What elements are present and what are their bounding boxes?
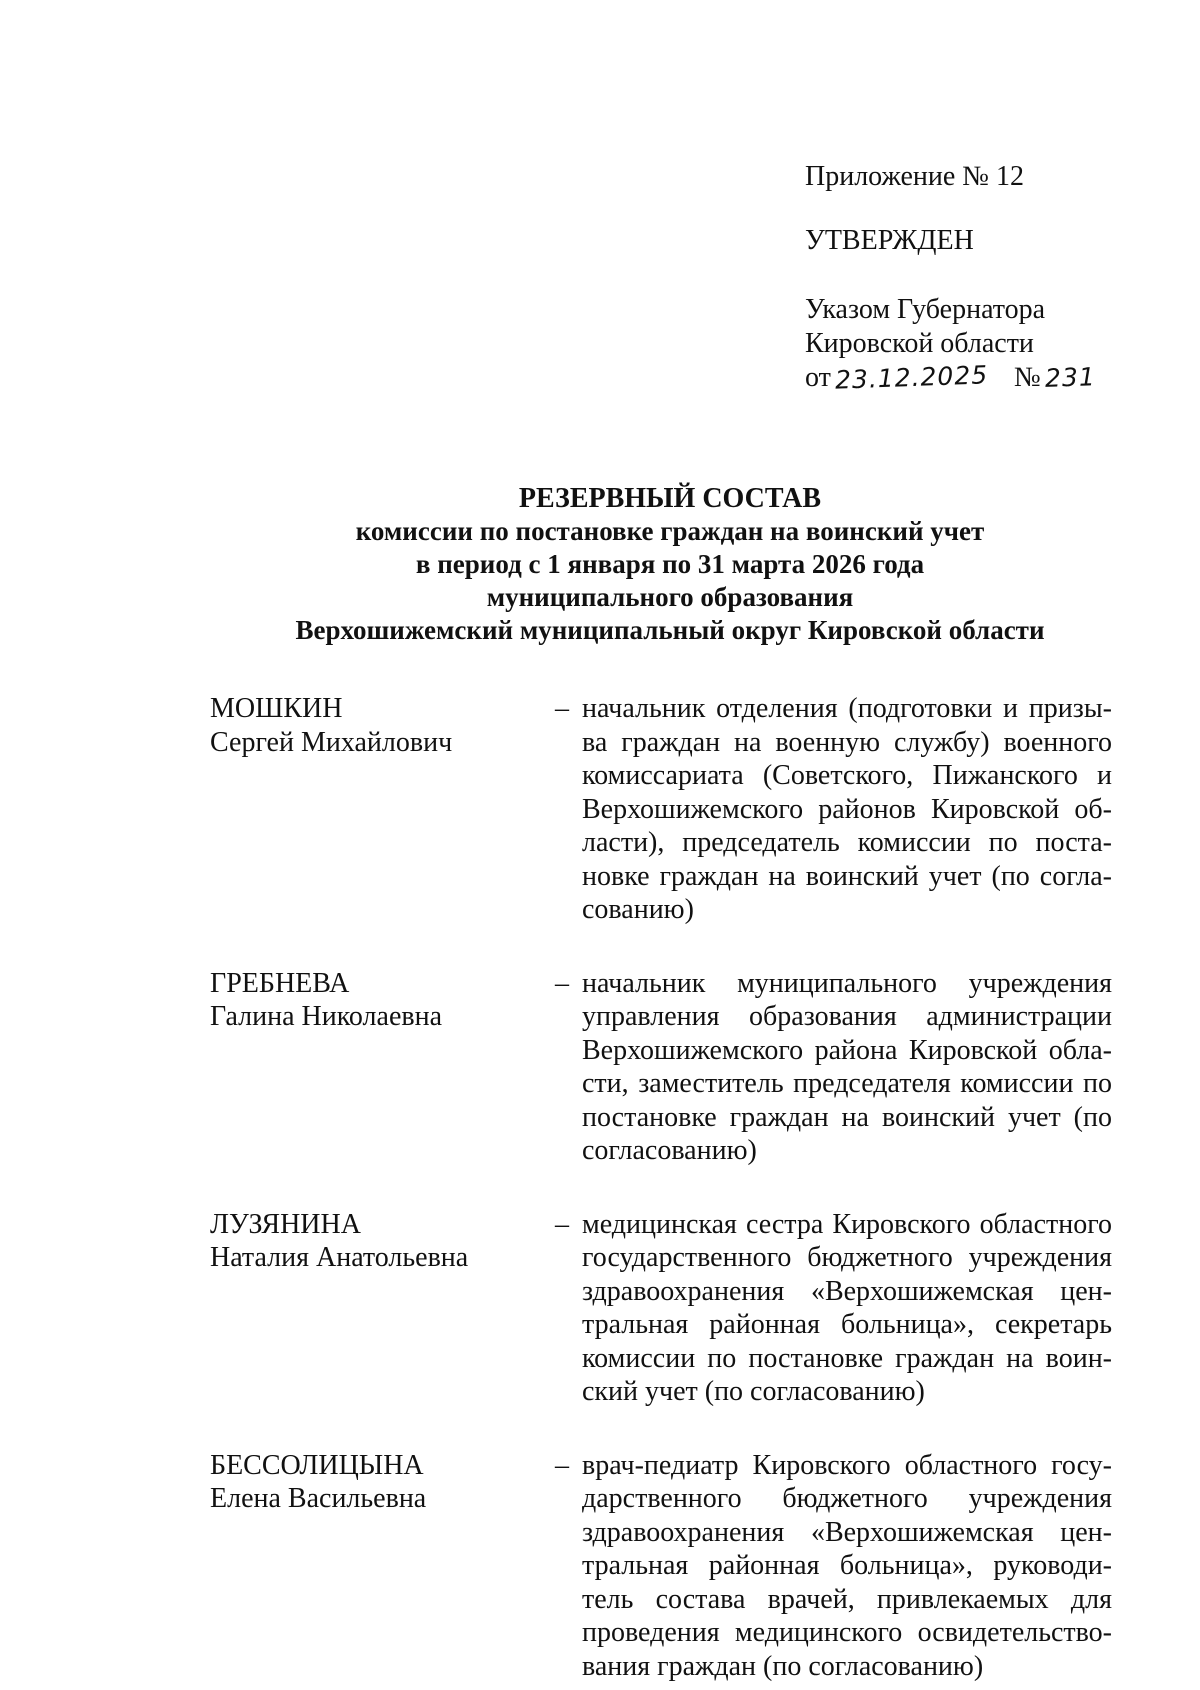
member-entry [210, 1449, 1130, 1684]
title-line-2: комиссии по постановке граждан на воинский учет [355, 516, 985, 546]
member-name [210, 692, 555, 927]
approved-by-line1: Указом Губернатора [805, 294, 1046, 325]
member-dash: – [555, 693, 569, 724]
member-dash: – [555, 1208, 569, 1240]
title-line-1: РЕЗЕРВНЫЙ СОСТАВ [518, 483, 822, 514]
member-position-line: управления образования администрации [582, 1001, 1112, 1032]
member-position-line: согласованию) [582, 1135, 757, 1166]
number-prefix: № [1014, 362, 1041, 393]
member-entry [210, 1208, 1130, 1409]
title-line-5: Верхошижемский муниципальный округ Кировской области [295, 615, 1045, 645]
member-surname: БЕССОЛИЦЫНА [210, 1449, 424, 1481]
member-entry [210, 692, 1130, 927]
member-surname: МОШКИН [210, 693, 343, 724]
member-position-line: комиссии по постановке граждан на воин- [582, 1342, 1112, 1374]
member-name [210, 1449, 555, 1684]
member-position [582, 1449, 1112, 1684]
member-position-line: ласти), председатель комиссии по поста- [582, 827, 1112, 858]
member-position-line: сованию) [582, 894, 694, 925]
member-dash: – [555, 1449, 569, 1481]
approval-block [805, 160, 1165, 395]
member-position-line: дарственного бюджетного учреждения [582, 1483, 1112, 1514]
member-position-line: медицинская сестра Кировского областного [582, 1208, 1112, 1240]
member-given-name: Елена Васильевна [210, 1483, 427, 1514]
member-name [210, 967, 555, 1168]
document-title [120, 482, 1200, 647]
handwritten-number: 231 [1044, 362, 1096, 393]
member-position-line: врач-педиатр Кировского областного госу- [582, 1449, 1112, 1481]
title-line-3: в период с 1 января по 31 марта 2026 года [415, 549, 925, 579]
approved-label: УТВЕРЖДЕН [805, 225, 974, 256]
member-surname: ЛУЗЯНИНА [210, 1208, 361, 1240]
member-position-line: тральная районная больница», секретарь [582, 1309, 1112, 1340]
member-position-line: ва граждан на военную службу) военного [582, 726, 1112, 758]
appendix-label: Приложение № 12 [805, 161, 1024, 192]
member-position-line: начальник отделения (подготовки и призы- [582, 693, 1112, 724]
members-list [210, 692, 1130, 1683]
member-given-name: Сергей Михайлович [210, 726, 453, 758]
title-line-4: муниципального образования [486, 582, 854, 612]
member-position-line: Верхошижемского районов Кировской об- [582, 793, 1112, 825]
member-given-name: Галина Николаевна [210, 1001, 443, 1032]
member-position [582, 967, 1112, 1168]
handwritten-date: 23.12.2025 [834, 360, 989, 395]
approval-date-line [805, 361, 1165, 395]
member-position-line: здравоохранения «Верхошижемская цен- [582, 1516, 1112, 1548]
member-position-line: постановке граждан на воинский учет (по [582, 1101, 1112, 1133]
member-surname: ГРЕБНЕВА [210, 967, 350, 999]
member-position-line: комиссариата (Советского, Пижанского и [582, 760, 1112, 791]
member-position-line: тральная районная больница», руководи- [582, 1550, 1112, 1581]
member-dash: – [555, 967, 569, 999]
member-position-line: здравоохранения «Верхошижемская цен- [582, 1275, 1112, 1307]
member-name [210, 1208, 555, 1409]
member-position-line: Верхошижемского района Кировской обла- [582, 1034, 1112, 1066]
member-position [582, 692, 1112, 927]
member-entry [210, 967, 1130, 1168]
member-position [582, 1208, 1112, 1409]
member-position-line: начальник муниципального учреждения [582, 967, 1112, 999]
approved-by-line2: Кировской области [805, 328, 1034, 359]
member-position-line: вания граждан (по согласованию) [582, 1650, 984, 1682]
member-position-line: сти, заместитель председателя комиссии по [582, 1068, 1112, 1099]
member-position-line: тель состава врачей, привлекаемых для [582, 1583, 1112, 1615]
member-position-line: ский учет (по согласованию) [582, 1376, 925, 1407]
member-position-line: государственного бюджетного учреждения [582, 1242, 1112, 1273]
member-position-line: проведения медицинского освидетельство- [582, 1617, 1112, 1648]
member-position-line: новке граждан на воинский учет (по согла- [582, 860, 1112, 892]
member-given-name: Наталия Анатольевна [210, 1242, 469, 1273]
date-prefix: от [805, 362, 831, 393]
